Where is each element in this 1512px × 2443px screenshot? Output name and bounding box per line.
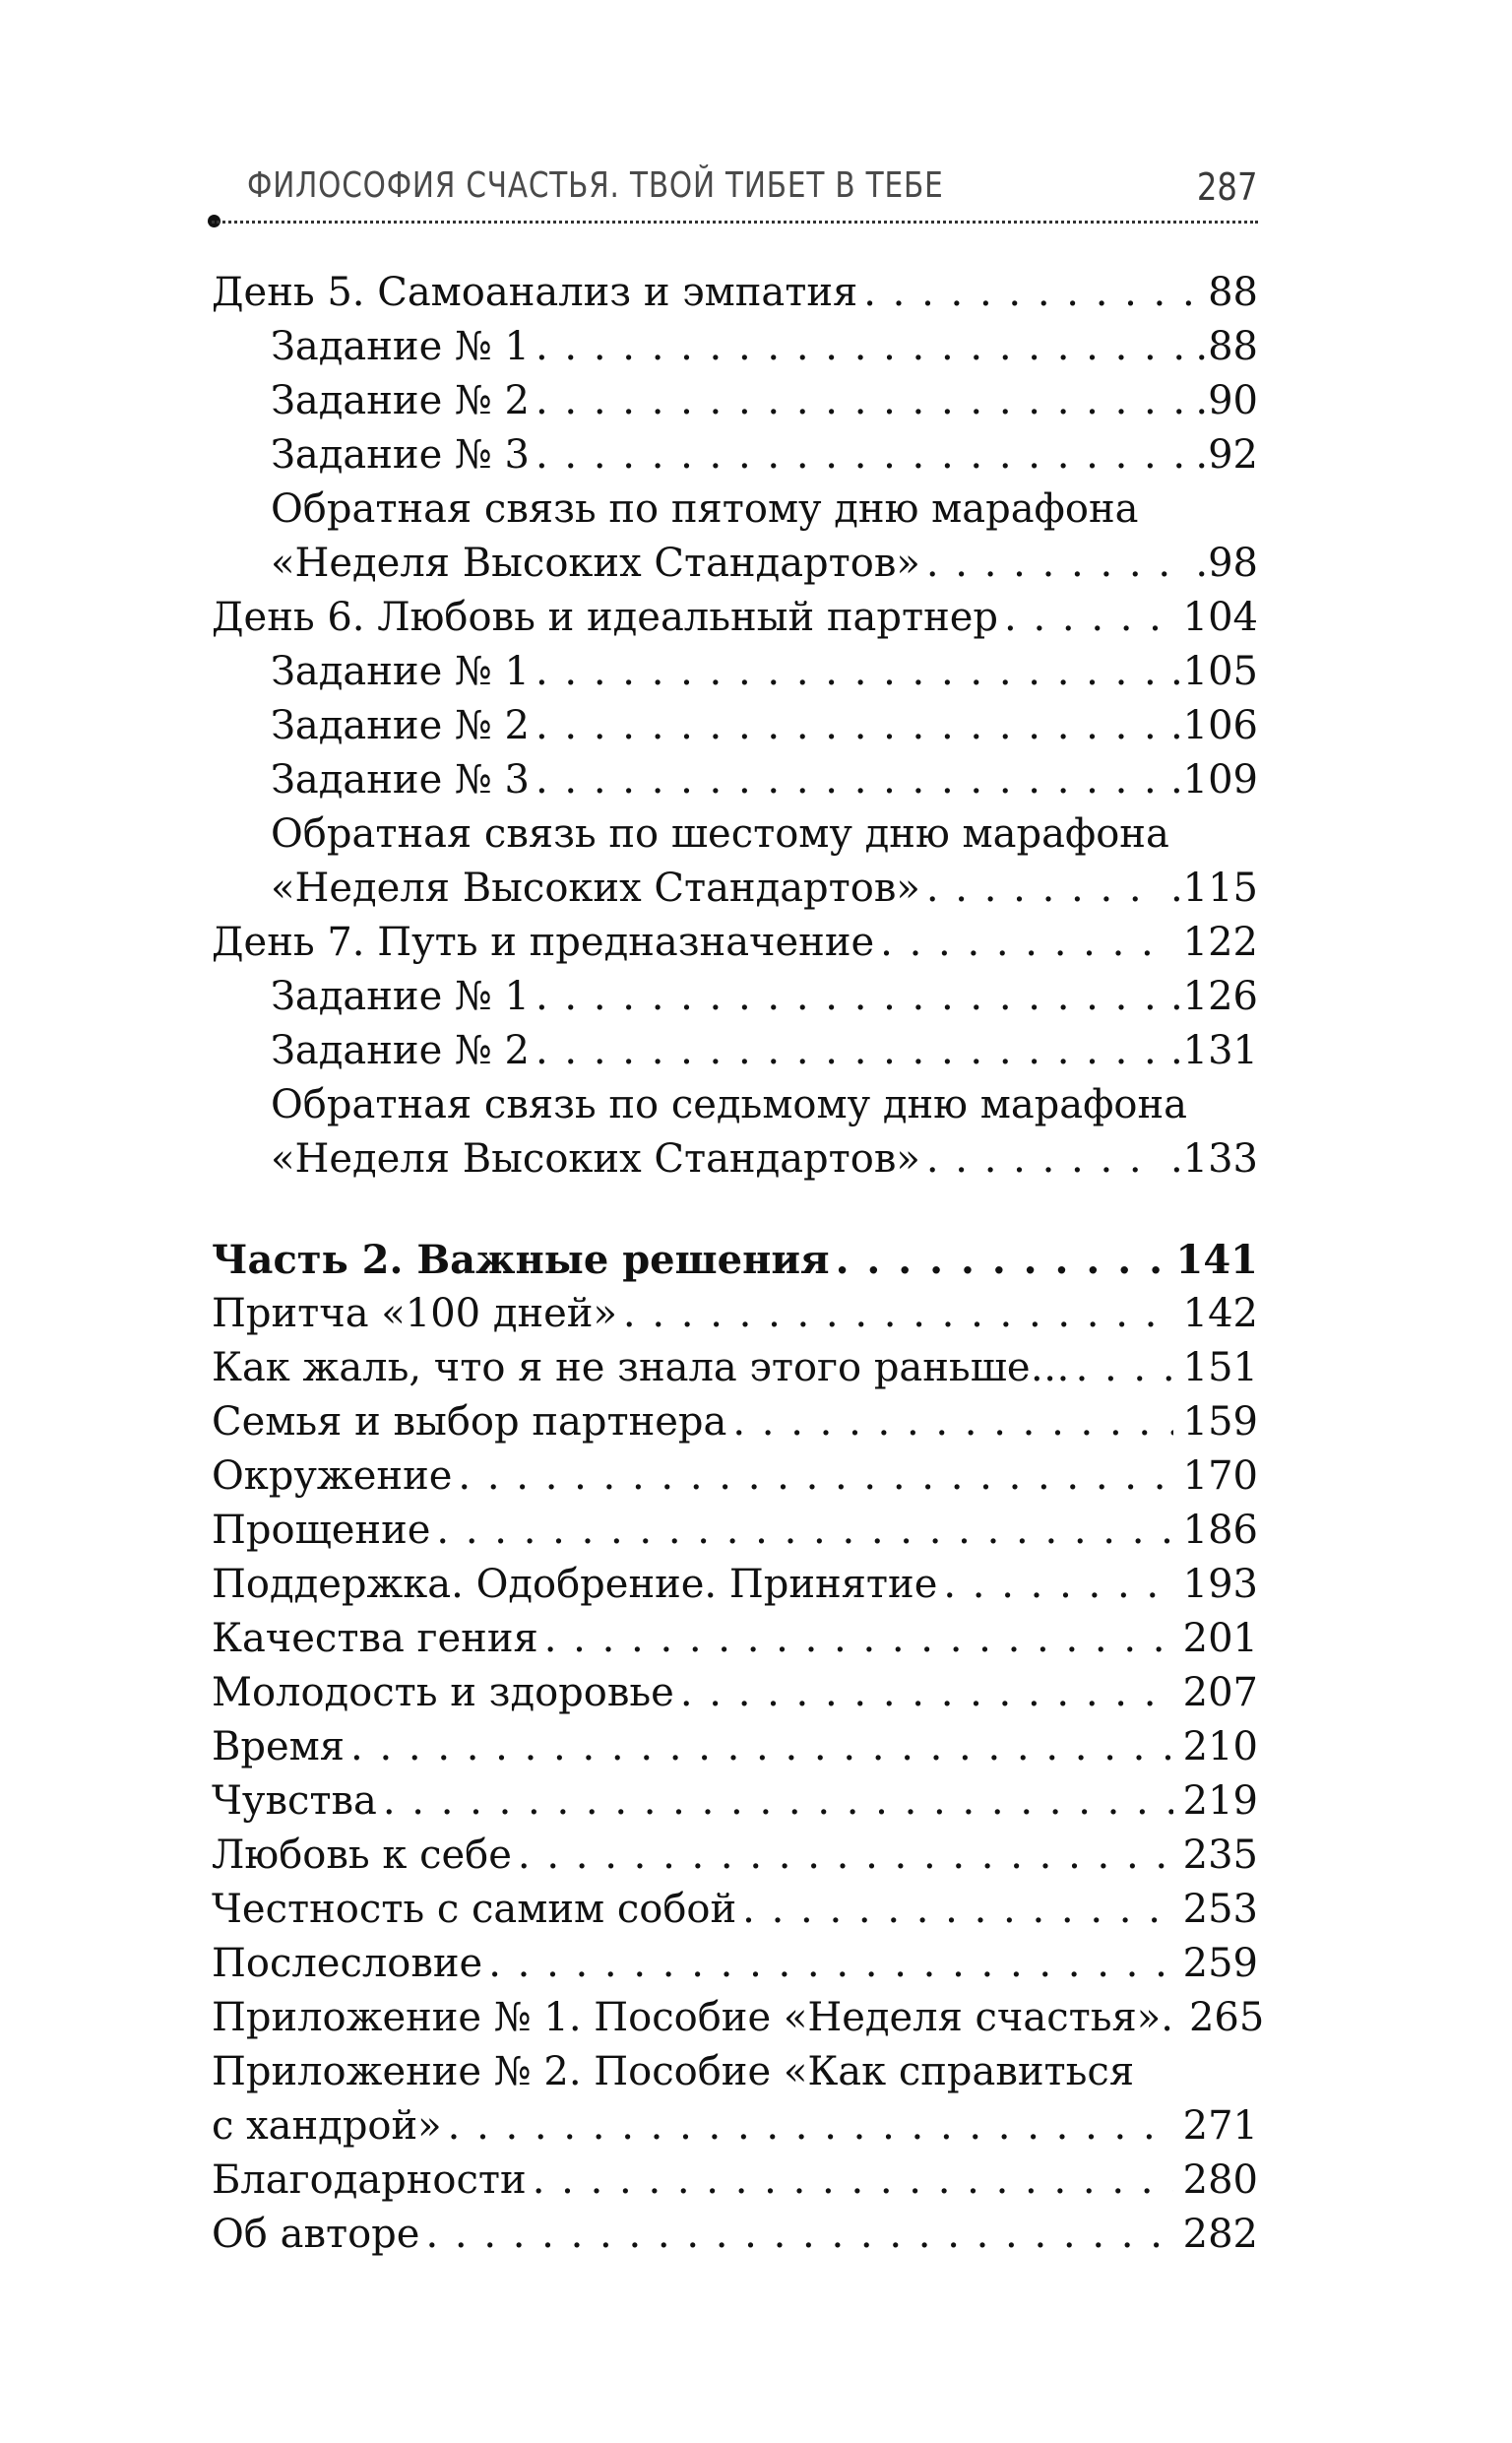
- toc-entry-page: .131: [1161, 1024, 1258, 1078]
- toc-entry-title: «Неделя Высоких Стандартов»: [271, 1132, 926, 1187]
- toc-entry-title: с хандрой»: [212, 2099, 448, 2154]
- toc-entry-page: .115: [1161, 862, 1258, 916]
- page-number: 287: [1197, 165, 1258, 209]
- toc-entry-task[interactable]: [271, 320, 1258, 374]
- toc-entry-page: 207: [1173, 1666, 1258, 1720]
- toc-entry-title: Приложение № 1. Пособие «Неделя счастья».: [212, 1991, 1179, 2045]
- toc-entry-title: Притча «100 дней»: [212, 1287, 623, 1341]
- toc-entry-day-5[interactable]: [212, 266, 1258, 320]
- toc-entry-page: 186: [1173, 1504, 1258, 1558]
- toc-entry-page: .90: [1185, 374, 1258, 428]
- toc-entry-task[interactable]: [271, 753, 1258, 807]
- toc-entry-page: 104: [1173, 591, 1258, 645]
- toc-entry-page: 159: [1173, 1395, 1258, 1449]
- dot-leader: [732, 1395, 1172, 1449]
- toc-entry-feedback-line1[interactable]: [271, 807, 1258, 862]
- toc-entry-feedback-line1[interactable]: [271, 1078, 1258, 1132]
- toc-entry-page: 88: [1198, 266, 1258, 320]
- toc-entry-title: День 5. Самоанализ и эмпатия: [212, 266, 863, 320]
- toc-entry-page: 265: [1179, 1991, 1264, 2045]
- dot-leader: [623, 1287, 1173, 1341]
- toc-entry-title-line1: Обратная связь по шестому дню марафона: [271, 811, 1169, 857]
- toc-entry-title: Молодость и здоровье: [212, 1666, 680, 1720]
- toc-entry-page: .88: [1185, 320, 1258, 374]
- toc-entry-title: Задание № 3: [271, 428, 536, 482]
- dot-leader: [448, 2099, 1173, 2154]
- dot-leader: [536, 428, 1185, 482]
- toc-entry-page: 122: [1173, 916, 1258, 970]
- toc-entry-task[interactable]: [271, 970, 1258, 1024]
- toc-entry-page: 170: [1173, 1449, 1258, 1504]
- toc-entry-page: .106: [1161, 699, 1258, 753]
- toc-entry-page: 235: [1173, 1829, 1258, 1883]
- toc-entry-page: 280: [1173, 2154, 1258, 2208]
- toc-entry-title: Задание № 2: [271, 1024, 536, 1078]
- toc-entry-task[interactable]: [271, 374, 1258, 428]
- toc-entry-title: Качества гения: [212, 1612, 544, 1666]
- table-of-contents: [212, 266, 1265, 2262]
- toc-entry-title: Задание № 3: [271, 753, 536, 807]
- toc-entry-title: Любовь к себе: [212, 1829, 518, 1883]
- dot-leader: [1076, 1341, 1173, 1395]
- toc-entry-title: Время: [212, 1720, 350, 1774]
- toc-entry-title: Чувства: [212, 1774, 383, 1829]
- toc-entry[interactable]: [212, 2154, 1258, 2208]
- toc-entry-title: День 6. Любовь и идеальный партнер: [212, 591, 1004, 645]
- dot-leader: [536, 970, 1161, 1024]
- dot-leader: [518, 1829, 1173, 1883]
- toc-entry[interactable]: [212, 1395, 1258, 1449]
- dot-leader: [425, 2208, 1172, 2262]
- toc-entry[interactable]: [212, 1449, 1258, 1504]
- dot-leader: [536, 645, 1161, 699]
- toc-entry-title: Честность с самим собой: [212, 1883, 742, 1937]
- dot-leader: [488, 1937, 1172, 1991]
- dot-leader: [536, 374, 1185, 428]
- toc-entry-page: 271: [1173, 2099, 1258, 2154]
- dot-leader: [533, 2154, 1173, 2208]
- toc-entry-title: Прощение: [212, 1504, 436, 1558]
- running-header: [212, 165, 1258, 234]
- toc-entry[interactable]: [212, 2208, 1258, 2262]
- toc-entry-page: 282: [1173, 2208, 1258, 2262]
- toc-entry[interactable]: [212, 1666, 1258, 1720]
- toc-entry-page: .105: [1161, 645, 1258, 699]
- dot-leader: [458, 1449, 1172, 1504]
- toc-entry[interactable]: [212, 1937, 1258, 1991]
- toc-entry-page: .133: [1161, 1132, 1258, 1187]
- toc-entry-title: «Неделя Высоких Стандартов»: [271, 862, 926, 916]
- toc-entry[interactable]: [212, 1829, 1258, 1883]
- toc-entry-title-line1: Обратная связь по пятому дню марафона: [271, 486, 1139, 532]
- toc-entry-page: .109: [1161, 753, 1258, 807]
- toc-entry-page: 141: [1166, 1233, 1259, 1287]
- toc-entry-page: 151: [1173, 1341, 1258, 1395]
- toc-entry-feedback[interactable]: [271, 537, 1258, 591]
- toc-entry[interactable]: [212, 1341, 1258, 1395]
- toc-entry-title: Задание № 2: [271, 699, 536, 753]
- toc-entry-feedback[interactable]: [271, 1132, 1258, 1187]
- toc-entry-feedback-line1[interactable]: [271, 482, 1258, 537]
- dot-leader: [926, 1132, 1161, 1187]
- toc-entry-page: 142: [1173, 1287, 1258, 1341]
- toc-entry[interactable]: [212, 1558, 1258, 1612]
- toc-entry-title: Часть 2. Важные решения: [212, 1233, 836, 1287]
- toc-entry-title: Окружение: [212, 1449, 458, 1504]
- dot-leader: [943, 1558, 1172, 1612]
- toc-entry-title: День 7. Путь и предназначение: [212, 916, 880, 970]
- dot-leader: [742, 1883, 1172, 1937]
- toc-entry-title: Об авторе: [212, 2208, 425, 2262]
- toc-entry-part-2[interactable]: [212, 1233, 1258, 1287]
- toc-entry[interactable]: [212, 1991, 1265, 2045]
- toc-entry-page: 259: [1173, 1937, 1258, 1991]
- toc-entry-title-line1: Приложение № 2. Пособие «Как справиться: [212, 2049, 1135, 2094]
- toc-entry-page: 219: [1173, 1774, 1258, 1829]
- toc-entry-day-6[interactable]: [212, 591, 1258, 645]
- toc-entry-title: Послесловие: [212, 1937, 488, 1991]
- toc-entry[interactable]: [212, 1883, 1258, 1937]
- toc-entry-title: Поддержка. Одобрение. Принятие: [212, 1558, 943, 1612]
- toc-entry-line1[interactable]: [212, 2045, 1258, 2099]
- dot-leader: [544, 1612, 1173, 1666]
- toc-entry-page: 201: [1173, 1612, 1258, 1666]
- dot-leader: [680, 1666, 1173, 1720]
- toc-entry[interactable]: [212, 2099, 1258, 2154]
- toc-entry[interactable]: [212, 1774, 1258, 1829]
- toc-entry-day-7[interactable]: [212, 916, 1258, 970]
- dot-leader: [880, 916, 1172, 970]
- toc-entry-title: Задание № 1: [271, 970, 536, 1024]
- dot-leader: [536, 1024, 1161, 1078]
- toc-entry-page: 210: [1173, 1720, 1258, 1774]
- toc-entry-task[interactable]: [271, 1024, 1258, 1078]
- toc-entry-title: Задание № 2: [271, 374, 536, 428]
- toc-entry-page: .126: [1161, 970, 1258, 1024]
- dot-leader: [863, 266, 1198, 320]
- dot-leader: [926, 537, 1186, 591]
- dot-leader: [926, 862, 1161, 916]
- dot-leader: [536, 699, 1161, 753]
- toc-entry-title: Как жаль, что я не знала этого раньше…: [212, 1341, 1076, 1395]
- header-dotted-rule: [212, 221, 1258, 224]
- dot-leader: [536, 320, 1185, 374]
- toc-entry-page: .92: [1185, 428, 1258, 482]
- toc-entry[interactable]: [212, 1287, 1258, 1341]
- toc-entry-title-line1: Обратная связь по седьмому дню марафона: [271, 1082, 1188, 1127]
- toc-entry-title: Задание № 1: [271, 320, 536, 374]
- toc-entry-title: Благодарности: [212, 2154, 533, 2208]
- dot-leader: [350, 1720, 1173, 1774]
- toc-entry-title: Семья и выбор партнера: [212, 1395, 732, 1449]
- running-header-title: ФИЛОСОФИЯ СЧАСТЬЯ. ТВОЙ ТИБЕТ В ТЕБЕ: [247, 165, 944, 206]
- toc-entry-title: Задание № 1: [271, 645, 536, 699]
- toc-entry-page: 193: [1173, 1558, 1258, 1612]
- dot-leader: [1004, 591, 1173, 645]
- dot-leader: [836, 1233, 1166, 1287]
- toc-entry-task[interactable]: [271, 699, 1258, 753]
- toc-entry-task[interactable]: [271, 428, 1258, 482]
- toc-entry-title: «Неделя Высоких Стандартов»: [271, 537, 926, 591]
- dot-leader: [383, 1774, 1173, 1829]
- toc-entry-task[interactable]: [271, 645, 1258, 699]
- toc-entry-feedback[interactable]: [271, 862, 1258, 916]
- toc-entry-page: 253: [1173, 1883, 1258, 1937]
- toc-entry-page: .98: [1185, 537, 1258, 591]
- dot-leader: [436, 1504, 1172, 1558]
- dot-leader: [536, 753, 1161, 807]
- toc-entry[interactable]: [212, 1612, 1258, 1666]
- toc-entry[interactable]: [212, 1504, 1258, 1558]
- toc-entry[interactable]: [212, 1720, 1258, 1774]
